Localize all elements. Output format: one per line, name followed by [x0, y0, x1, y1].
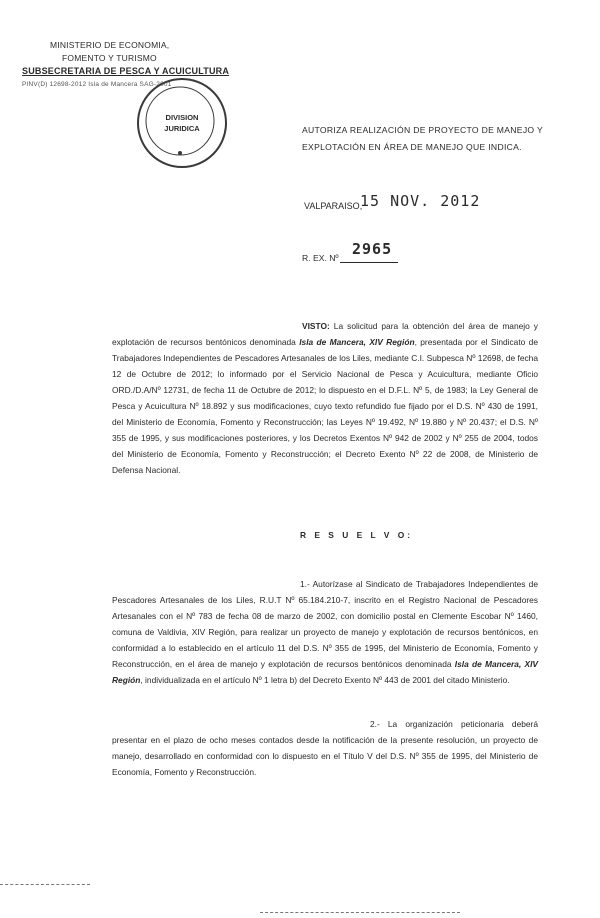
- reference-line: PINV(D) 12698-2012 Isla de Mancera SAG-2001: [22, 81, 172, 88]
- item1-area-name: Isla de Mancera, XIV Región: [112, 659, 538, 685]
- stamp-text: [160, 112, 204, 134]
- resolution-label: R. EX. Nº: [302, 253, 339, 263]
- resolution-item-2: 2.- La organización peticionaria deberá presentar en el plazo de ocho meses contados desde la notificación de la presente resolución, un proyecto de manejo, desarrollado en conformidad con lo dispuesto en el Título V del D.S. Nº 355 de 1995, del Ministerio de Economía, Fomento y Reconstrucción.: [112, 719, 538, 777]
- document-subject: AUTORIZA REALIZACIÓN DE PROYECTO DE MANEJO Y EXPLOTACIÓN EN ÁREA DE MANEJO QUE INDICA.: [302, 125, 543, 152]
- resuelvo-heading: R E S U E L V O:: [300, 530, 413, 540]
- visto-label: VISTO:: [302, 321, 330, 331]
- resolution-number: 2965: [352, 240, 393, 258]
- ministry-name: MINISTERIO DE ECONOMIA,: [50, 40, 170, 50]
- scan-mark-bottom: [260, 912, 460, 913]
- scan-mark-left: [0, 884, 90, 885]
- item1-text-1: 1.- Autorízase al Sindicato de Trabajadores Independientes de Pescadores Artesanales de los Liles, R.U.T Nº 65.184.210-7, inscrito en el Registro Nacional de Pescadores Artesanales con el Nº 783 de fecha 08 de marzo de 2002, con domicilio postal en Clemente Escobar Nº 1460, comuna de Valdivia, XIV Región, para realizar un proyecto de manejo y explotación de recursos bentónicos, en conformidad a lo establecido en el artículo 11 del D.S. Nº 355 de 1995, del Ministerio de Economía, Fomento y Reconstrucción, en el área de manejo y explotación de recursos bentónicos denominada: [112, 579, 538, 669]
- subsecretaria-name: SUBSECRETARIA DE PESCA Y ACUICULTURA: [22, 66, 230, 76]
- place-label: VALPARAISO,: [304, 201, 363, 211]
- resolution-underline: [340, 262, 398, 263]
- resolution-item-1: [112, 576, 538, 688]
- document-date: 15 NOV. 2012: [360, 192, 481, 210]
- stamp-line-1: DIVISION: [165, 113, 199, 122]
- stamp-line-2: JURIDICA: [164, 124, 200, 133]
- visto-text-2: , presentada por el Sindicato de Trabajadores Independientes de Pescadores Artesanales de los Liles, mediante C.I. Subpesca Nº 12698, de fecha 12 de Octubre de 2012; lo informado por el Servicio Nacional de Pesca y Acuicultura, mediante Oficio ORD./D.A/Nº 12731, de fecha 11 de Octubre de 2012; lo dispuesto en el D.F.L. Nº 5, de 1983; la Ley General de Pesca y Acuicultura Nº 18.892 y sus modificaciones, cuyo texto refundido fue fijado por el D.S. Nº 430 de 1991, del Ministerio de Economía, Fomento y Reconstrucción; las Leyes Nº 19.492, Nº 19.880 y Nº 20.437; el D.S. Nº 355 de 1995, y sus modificaciones posteriores, y los Decretos Exentos Nº 942 de 2002 y Nº 255 de 2004, todos del Ministerio de Economía, Fomento y Reconstrucción; el Decreto Exento Nº 22 de 2008, de Ministerio de Defensa Nacional.: [112, 337, 538, 475]
- item1-text-2: , individualizada en el artículo Nº 1 letra b) del Decreto Exento Nº 443 de 2001 del citado Ministerio.: [140, 675, 510, 685]
- ministry-name-2: FOMENTO Y TURISMO: [62, 53, 157, 63]
- visto-paragraph: [112, 318, 538, 478]
- visto-area-name: Isla de Mancera, XIV Región: [299, 337, 415, 347]
- visto-text-1: La solicitud para la obtención del área de manejo y explotación de recursos bentónicos denominada: [112, 321, 538, 347]
